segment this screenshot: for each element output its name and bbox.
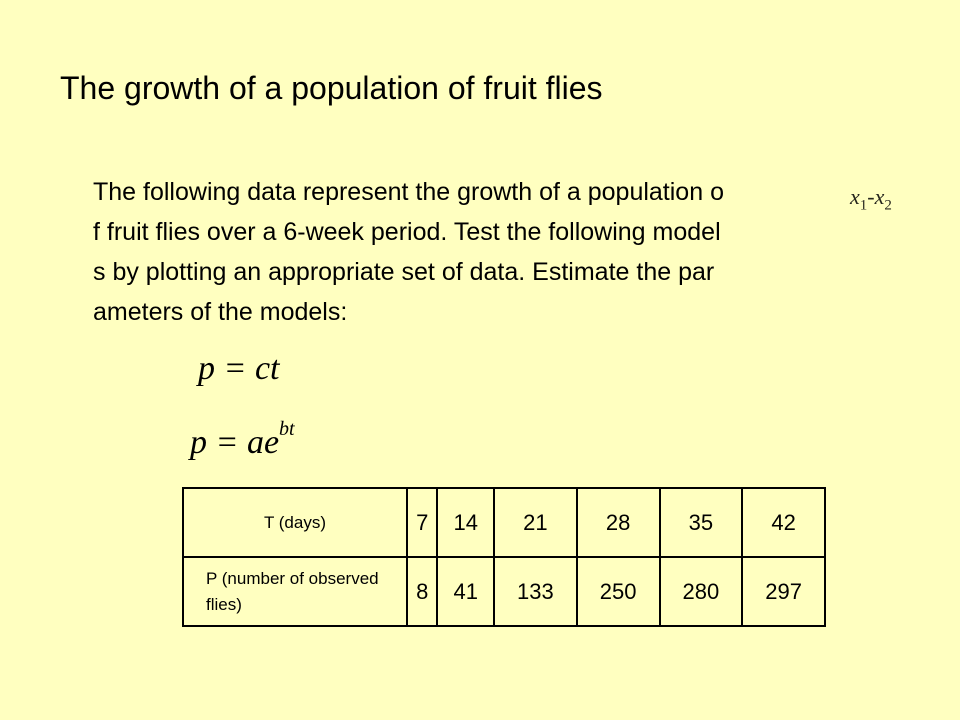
slide-title: The growth of a population of fruit flies: [60, 70, 603, 106]
table-row: [183, 557, 825, 626]
exponential-model-equation: [190, 418, 295, 462]
overlapping-math-fragment: $x_1-x_2$: [850, 184, 892, 214]
row-header-time: T (days): [183, 488, 407, 557]
table-cell: 21: [494, 488, 577, 557]
table-cell: 35: [660, 488, 743, 557]
equation-exponent: bt: [279, 418, 295, 440]
data-table: [182, 487, 826, 627]
equation-base: p = ae: [190, 424, 280, 461]
table-cell: 250: [577, 557, 660, 626]
table-cell: 280: [660, 557, 743, 626]
row-header-population: P (number of observed flies): [183, 557, 407, 626]
paragraph-line: The following data represent the growth of a population o: [93, 178, 724, 206]
table-cell: 28: [577, 488, 660, 557]
linear-model-equation: p = ct: [198, 350, 280, 387]
table-cell: 42: [742, 488, 825, 557]
table-row: [183, 488, 825, 557]
paragraph-line: ameters of the models:: [93, 298, 348, 326]
paragraph-line: f fruit flies over a 6-week period. Test the following model: [93, 218, 721, 246]
table-cell: 41: [437, 557, 494, 626]
problem-paragraph: [93, 172, 908, 332]
table-cell: 7: [407, 488, 437, 557]
table-cell: 14: [437, 488, 494, 557]
table-cell: 297: [742, 557, 825, 626]
table-cell: 133: [494, 557, 577, 626]
table-cell: 8: [407, 557, 437, 626]
paragraph-line: s by plotting an appropriate set of data. Estimate the par: [93, 258, 715, 286]
